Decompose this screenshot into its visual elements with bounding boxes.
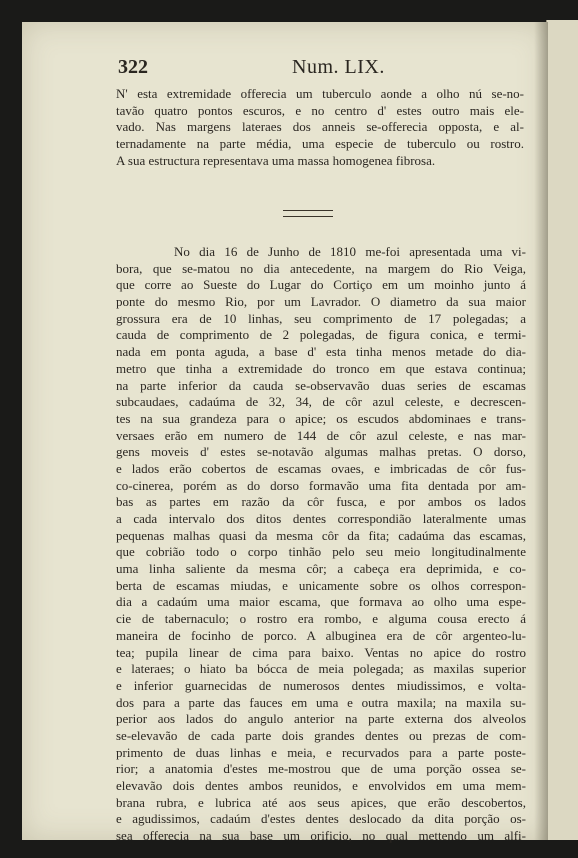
section-divider [283,210,333,217]
text-line: nada em ponta aguda, a base d' esta tinha menos metade do dia- [116,344,526,360]
text-line: pequenas malhas quasi da mesma côr da fita; cadaúma das escamas, [116,527,526,543]
text-line: tea; pupila linear de cima para baixo. Ventas no apice do rostro [116,644,526,660]
text-line: a cada intervalo dos ditos dentes correspondião lateralmente umas [116,511,526,526]
text-line: grossura era de 10 linhas, seu comprimento de 17 polegadas; a [116,310,526,326]
next-page-edge [546,20,578,840]
text-line: bora, que se-matou no dia antecedente, na margem do Rio Veiga, [116,260,526,276]
text-line: metro que tinha a extremidade do tronco em que estava continua; [116,360,526,376]
text-line: primento de duas linhas e meia, e recurvados para a parte poste- [116,744,526,760]
text-line: sea offerecia na sua base um orificio, no qual mettendo um alfi- [116,828,526,844]
text-line: perior aos lados do angulo anterior na parte externa dos alveolos [116,711,526,727]
text-line: e lados erão cobertos de escamas ovaes, e imbricadas de côr fus- [116,460,526,476]
text-line: ponte do mesmo Rio, por um Lavrador. O diametro da sua maior [116,294,526,310]
text-line: na parte inferior da cauda se-observavão duas series de escamas [116,377,526,393]
text-line: que cobrião todo o corpo tinhão pelo seu meio longitudinalmente [116,544,526,560]
spine-shadow [534,22,548,840]
page-header [118,56,518,82]
text-line: tavão quatro pontos escuros, e no centro d' estes outro mais ele- [116,102,524,118]
text-line: se-elevavão de cada parte dois grandes dentes ou prezas de com- [116,727,526,743]
page-number: 322 [118,56,148,78]
text-line: N' esta extremidade offerecia um tuberculo aonde a olho nú se-no- [116,86,524,101]
text-line: A sua estructura representava uma massa homogenea fibrosa. [116,152,436,168]
text-line: e inferior guarnecidas de numerosos dentes miudissimos, e volta- [116,677,526,693]
text-line: ternadamente na parte média, uma especie de tuberculo ou rostro. [116,136,524,152]
text-line: No dia 16 de Junho de 1810 me-foi apresentada uma vi- [174,244,526,259]
text-line: tes na sua grandeza para o apice; os escudos abdominaes e trans- [116,410,526,426]
intro-paragraph [116,86,524,169]
text-line: dos para a parte das fauces em uma e outra maxila; na maxila su- [116,694,526,710]
text-line: gens moveis d' estes se-notavão algumas malhas pretas. O dorso, [116,444,526,460]
text-line: dia a cadaúm uma maior escama, que formava ao olho uma espe- [116,594,526,610]
text-line: bas as partes em razão da côr fusca, e por ambos os lados [116,494,526,510]
section-title: Num. LIX. [292,56,385,78]
text-line: que corre ao Sueste do Lugar do Cortiço em um moinho junto á [116,277,526,293]
text-line: vado. Nas margens lateraes dos anneis se-offerecia opposta, e al- [116,119,524,135]
text-line: rior; a anatomia d'estes me-mostrou que de uma porção ossea se- [116,761,526,777]
text-line: brana rubra, e lubrica até aos seus apices, que erão descobertos, [116,794,526,810]
text-line: versaes erão em numero de 144 de côr azul celeste, e nas mar- [116,427,526,443]
text-line: uma linha saliente da mesma côr; a cabeça era deprimida, e co- [116,561,526,577]
main-paragraph [116,244,526,845]
text-line: e agudissimos, cadaúm d'estes dentes deslocado da dita porção os- [116,811,526,827]
text-line: elevavão dois dentes ambos reunidos, e envolvidos em uma mem- [116,778,526,793]
text-line: subcaudaes, cadaúma de 32, 34, de côr azul celeste, e decrescen- [116,394,526,410]
text-line: berta de escamas miudas, e unicamente sobre os olhos correspon- [116,577,526,593]
text-line: e lateraes; o hiato ba bócca de meia polegada; as maxilas superior [116,661,526,677]
text-line: cauda de comprimento de 2 polegadas, de figura conica, e termi- [116,327,526,343]
text-line: maneira de focinho de porco. A albuginea era de côr argenteo-lu- [116,627,526,643]
text-line: cie de tabernaculo; o rostro era rombo, e alguma cousa erecto á [116,611,526,627]
text-line: co-cinerea, porém as do dorso formavão uma fita dentada por am- [116,477,526,493]
